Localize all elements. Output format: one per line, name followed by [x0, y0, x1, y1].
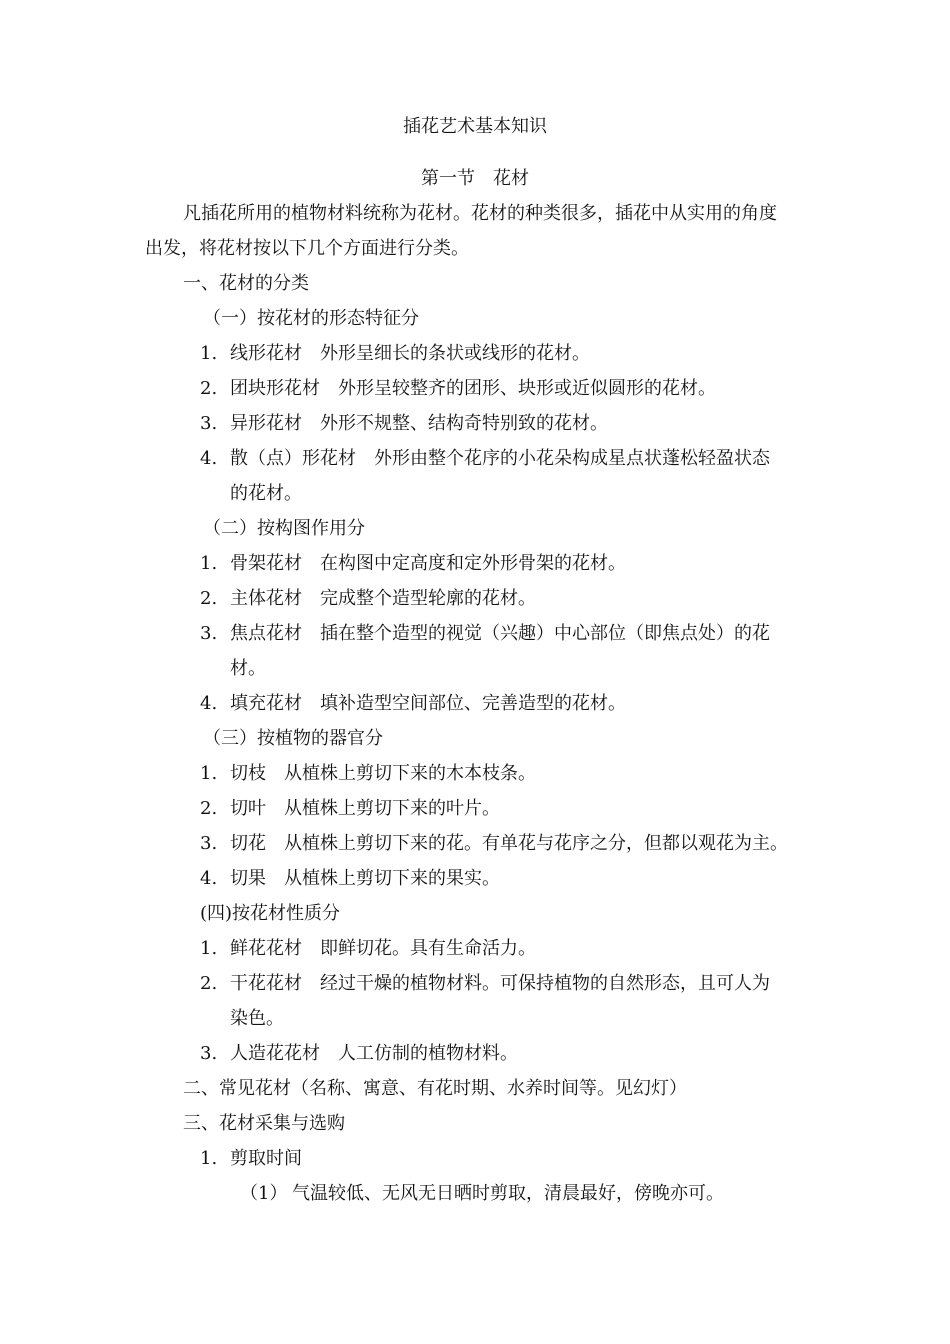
- list-item: [200, 587, 536, 611]
- item-number: 2.: [200, 973, 218, 994]
- item-term: 线形花材: [230, 343, 302, 364]
- list-item: [200, 692, 626, 716]
- item-desc: 在构图中定高度和定外形骨架的花材。: [320, 553, 626, 574]
- list-item: [200, 1042, 518, 1066]
- item-desc: 填补造型空间部位、完善造型的花材。: [320, 693, 626, 714]
- item-desc: 从植株上剪切下来的果实。: [284, 868, 500, 889]
- item-term: 剪取时间: [230, 1148, 302, 1169]
- list-item: [200, 762, 536, 786]
- item-term: 鲜花花材: [230, 938, 302, 959]
- item-number: 1.: [200, 343, 218, 364]
- list-item: [200, 342, 590, 366]
- item-desc: 即鲜切花。具有生命活力。: [320, 938, 536, 959]
- list-item: [200, 832, 788, 856]
- list-item: [200, 937, 536, 961]
- document-title: 插花艺术基本知识: [403, 116, 547, 137]
- item-desc: 经过干燥的植物材料。可保持植物的自然形态，且可人为: [320, 973, 770, 994]
- item-term: 主体花材: [230, 588, 302, 609]
- list-item: [240, 1182, 724, 1206]
- item-desc: 从植株上剪切下来的花。有单花与花序之分，但都以观花为主。: [284, 833, 788, 854]
- item-desc: 从植株上剪切下来的木本枝条。: [284, 763, 536, 784]
- section-heading: [0, 167, 950, 191]
- part1-heading: 一、花材的分类: [183, 273, 309, 294]
- subsection-heading: （二）按构图作用分: [203, 518, 365, 539]
- item-term: 异形花材: [230, 413, 302, 434]
- section-number: 第一节: [421, 168, 475, 189]
- item-desc: 气温较低、无风无日晒时剪取，清晨最好，傍晚亦可。: [292, 1183, 724, 1204]
- item-number: 2.: [200, 378, 218, 399]
- intro-line-2: 出发，将花材按以下几个方面进行分类。: [145, 238, 469, 259]
- list-item: [200, 412, 608, 436]
- item-desc: 从植株上剪切下来的叶片。: [284, 798, 500, 819]
- item-continuation: 染色。: [230, 1008, 284, 1029]
- subsection-heading: （一）按花材的形态特征分: [203, 308, 419, 329]
- item-desc: 完成整个造型轮廓的花材。: [320, 588, 536, 609]
- list-item: [200, 972, 770, 996]
- item-continuation: 的花材。: [230, 483, 302, 504]
- item-number: 1.: [200, 1148, 218, 1169]
- item-desc: 外形不规整、结构奇特别致的花材。: [320, 413, 608, 434]
- item-term: 焦点花材: [230, 623, 302, 644]
- item-number: 3.: [200, 833, 218, 854]
- item-term: 切果: [230, 868, 266, 889]
- item-desc: 外形呈较整齐的团形、块形或近似圆形的花材。: [338, 378, 716, 399]
- item-term: 人造花花材: [230, 1043, 320, 1064]
- list-item: [200, 1147, 302, 1171]
- item-number: 1.: [200, 553, 218, 574]
- item-desc: 外形由整个花序的小花朵构成星点状蓬松轻盈状态: [374, 448, 770, 469]
- list-item: [200, 622, 770, 646]
- subsection-heading: (四)按花材性质分: [200, 903, 341, 924]
- item-number: 1.: [200, 938, 218, 959]
- list-item: [200, 447, 770, 471]
- item-number: 3.: [200, 1043, 218, 1064]
- item-number: 3.: [200, 623, 218, 644]
- section-name: 花材: [493, 168, 529, 189]
- list-item: [200, 552, 626, 576]
- item-desc: 插在整个造型的视觉（兴趣）中心部位（即焦点处）的花: [320, 623, 770, 644]
- item-number: 3.: [200, 413, 218, 434]
- item-term: 填充花材: [230, 693, 302, 714]
- list-item: [200, 867, 500, 891]
- subsection-heading: （三）按植物的器官分: [203, 728, 383, 749]
- item-number: （1）: [240, 1183, 288, 1204]
- item-number: 4.: [200, 448, 218, 469]
- item-term: 切枝: [230, 763, 266, 784]
- item-number: 2.: [200, 798, 218, 819]
- item-term: 团块形花材: [230, 378, 320, 399]
- part2-heading: 二、常见花材（名称、寓意、有花时期、水养时间等。见幻灯）: [183, 1078, 687, 1099]
- item-continuation: 材。: [230, 658, 266, 679]
- item-term: 散（点）形花材: [230, 448, 356, 469]
- intro-line-1: 凡插花所用的植物材料统称为花材。花材的种类很多，插花中从实用的角度: [183, 203, 777, 224]
- item-desc: 外形呈细长的条状或线形的花材。: [320, 343, 590, 364]
- list-item: [200, 797, 500, 821]
- item-term: 骨架花材: [230, 553, 302, 574]
- item-term: 切叶: [230, 798, 266, 819]
- item-number: 1.: [200, 763, 218, 784]
- item-desc: 人工仿制的植物材料。: [338, 1043, 518, 1064]
- item-term: 切花: [230, 833, 266, 854]
- item-number: 4.: [200, 693, 218, 714]
- part3-heading: 三、花材采集与选购: [183, 1113, 345, 1134]
- list-item: [200, 377, 716, 401]
- item-number: 4.: [200, 868, 218, 889]
- item-term: 干花花材: [230, 973, 302, 994]
- item-number: 2.: [200, 588, 218, 609]
